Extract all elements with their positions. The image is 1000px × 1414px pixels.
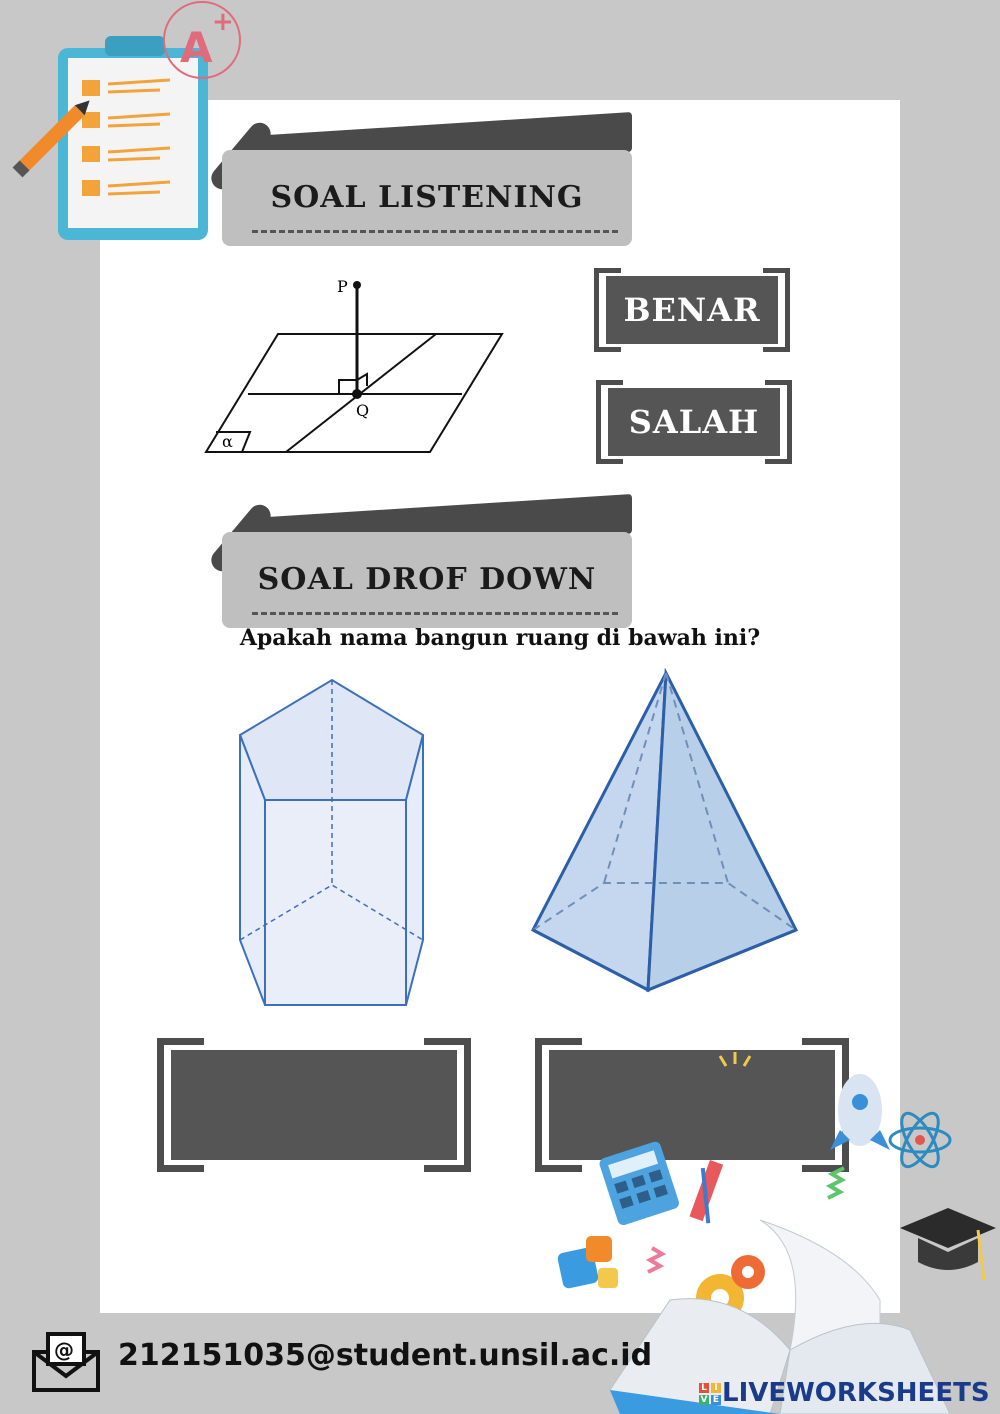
banner-tab	[252, 494, 632, 534]
banner-dash-line	[252, 612, 618, 615]
option-salah[interactable]	[596, 380, 792, 464]
square-pyramid-figure	[528, 668, 803, 998]
live-logo-icon: L I V E	[700, 1382, 720, 1405]
section-banner-listening	[222, 106, 642, 246]
point-p	[353, 281, 361, 289]
dice-icon	[557, 1236, 618, 1289]
brand-name: LIVEWORKSHEETS	[722, 1378, 990, 1408]
contact-email: 212151035@student.unsil.ac.id	[118, 1338, 653, 1373]
section-banner-dropdown	[222, 488, 642, 628]
option-salah-button[interactable]: SALAH	[608, 388, 780, 456]
label-p: P	[337, 277, 348, 296]
rocket-icon	[830, 1074, 890, 1150]
svg-text:A: A	[180, 23, 213, 72]
calculator-icon	[598, 1140, 680, 1226]
pentagonal-prism-figure	[230, 672, 430, 1012]
pencil-icon	[0, 80, 110, 190]
section-title-dropdown: SOAL DROF DOWN	[257, 562, 597, 597]
svg-text:@: @	[54, 1338, 74, 1362]
liveworksheets-brand	[698, 1378, 990, 1408]
banner-dash-line	[252, 230, 618, 233]
graduation-cap-icon	[900, 1208, 996, 1280]
question-text: Apakah nama bangun ruang di bawah ini?	[239, 625, 761, 651]
banner-tab	[252, 112, 632, 152]
perpendicular-line-plane-diagram	[200, 270, 510, 460]
label-alpha: α	[222, 432, 233, 451]
email-icon	[30, 1330, 102, 1392]
grade-a-plus-icon	[150, 0, 250, 90]
section-title-listening: SOAL LISTENING	[270, 180, 584, 215]
svg-text:+: +	[212, 7, 234, 37]
label-q: Q	[356, 401, 370, 420]
option-benar-button[interactable]: BENAR	[606, 276, 778, 344]
ruler-icon	[686, 1159, 729, 1224]
bulb-icon	[720, 1052, 750, 1066]
answer-dropdown-1-field[interactable]	[171, 1050, 457, 1160]
point-q	[352, 389, 362, 399]
answer-dropdown-1[interactable]	[157, 1038, 471, 1172]
atom-icon	[890, 1108, 950, 1172]
option-benar[interactable]	[594, 268, 790, 352]
